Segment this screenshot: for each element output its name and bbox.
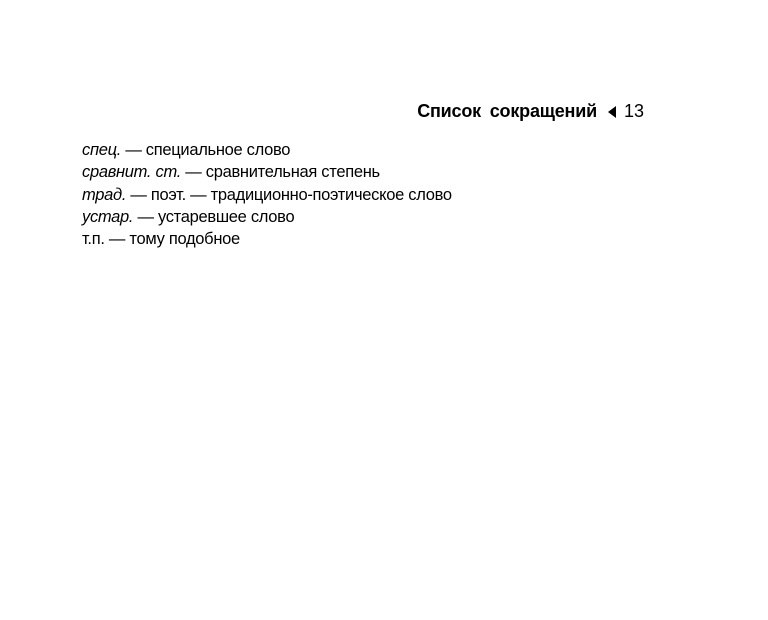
abbreviation-definition: — устаревшее слово xyxy=(133,207,295,226)
list-item xyxy=(82,184,452,206)
list-item xyxy=(82,228,452,250)
section-title: Список сокращений xyxy=(417,101,597,121)
abbreviation-term: спец. xyxy=(82,141,122,159)
abbreviation-definition: — сравнительная степень xyxy=(181,163,380,182)
left-triangle-icon xyxy=(608,106,616,118)
list-item xyxy=(82,139,452,161)
abbreviation-definition: — тому подобное xyxy=(104,230,240,249)
abbreviation-list xyxy=(82,139,452,250)
abbreviation-definition: — поэт. — традиционно-поэтическое слово xyxy=(126,185,452,204)
page-number: 13 xyxy=(623,101,644,121)
running-head xyxy=(417,101,644,122)
list-item xyxy=(82,206,452,228)
abbreviation-term: трад. xyxy=(82,185,127,204)
abbreviation-term: сравнит. ст. xyxy=(82,163,181,182)
list-item xyxy=(82,161,452,183)
abbreviation-term: устар. xyxy=(82,207,134,226)
abbreviation-definition: — специальное слово xyxy=(121,141,291,159)
abbreviation-term: т.п. xyxy=(82,230,105,249)
